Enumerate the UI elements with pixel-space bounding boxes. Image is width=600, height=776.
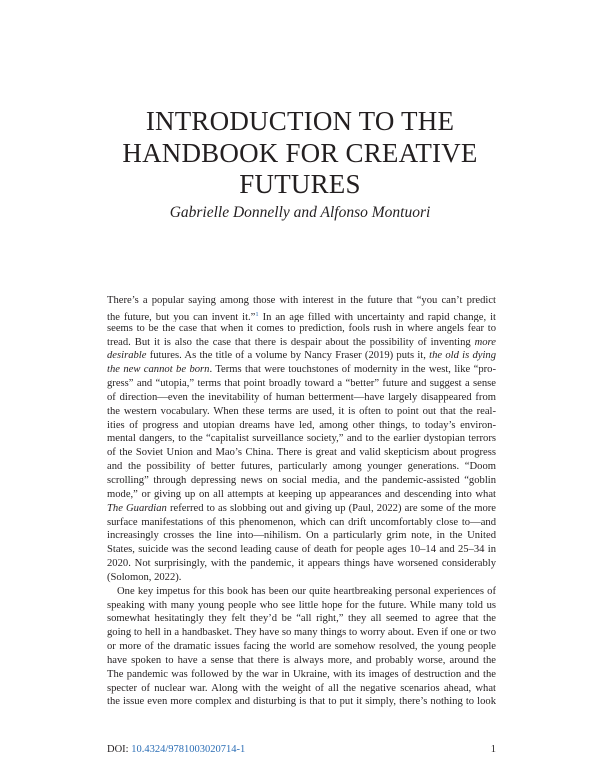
text-line: mental dangers, to the “capitalist surveillance society,” and to the earlier dystopian terrors [107,433,496,445]
text-line: surface manifestations of this phenomenon, which can drift uncomfortably close to—and [107,516,496,528]
doi [107,744,245,755]
text-line: of the Soviet Union and Mao’s China. There is great and valid skepticism about progress [107,447,496,459]
text-line: scrolling” through depressing news on social media, and the pandemic-assisted “goblin [107,474,496,486]
text-line: the future, but you can invent it.”$^1$ In an age filled with uncertainty and rapid change, it [107,310,496,322]
text-line: and the possibility of better futures, particularly among younger generations. “Doom [107,461,496,473]
text-line: ities of progress and utopian dreams have led, among other things, to today’s environ- [107,419,496,431]
text-line: seems to be the case that when it comes to prediction, fools rush in where angels fear to [107,322,496,334]
text-line: increasingly crosses the line into—nihilism. On a particularly grim note, in the United [107,530,496,542]
title-line-2: HANDBOOK FOR CREATIVE [122,137,478,168]
text-line: The pandemic was followed by the war in Ukraine, with its images of destruction and the [107,668,496,680]
text-line: (Solomon, 2022). [107,571,182,583]
text-line: the western vocabulary. When these terms are used, it is often to point out that the real- [107,405,496,417]
title-line-3: FUTURES [239,169,361,199]
footnote-link[interactable]: 1 [255,310,259,318]
text-line: the new cannot be born. Terms that were touchstones of modernity in the west, like “pro- [107,364,496,376]
title-line-1: INTRODUCTION TO THE [145,106,455,136]
text-line: mode,” or giving up on all attempts at keeping up appearances and descending into what [107,488,496,500]
text-line: speaking with many young people who see little hope for the future. While many told us [107,599,496,611]
body-text [107,294,496,709]
text-line: gress” and “utopia,” terms that point broadly toward a “better” future and suggest a sense [107,378,496,390]
chapter-authors: Gabrielle Donnelly and Alfonso Montuori [169,204,431,221]
text-line: States, suicide was the second leading cause of death for people ages 10–14 and 25–34 in [107,544,496,556]
text-line: the issue even more complex and disturbing is that to put it simply, there’s nothing to look [107,696,496,708]
doi-label: DOI: [107,744,132,755]
text-line: There’s a popular saying among those with interest in the future that “you can’t predict [107,295,496,306]
text-line: One key impetus for this book has been our quite heartbreaking personal experiences of [117,585,496,597]
text-line: 2020. Not surprisingly, with the pandemic, it appears things have worsened considerably [107,558,496,570]
chapter-title [0,106,600,201]
text-line: going to hell in a handbasket. They have so many things to worry about. Even if one or two [107,627,496,639]
text-line: of direction—even the inevitability of human betterment—have largely disappeared from [107,391,496,403]
text-line: or more of the dramatic issues facing the world are somehow resolved, the young people [107,641,496,653]
doi-link[interactable]: 10.4324/9781003020714-1 [131,744,246,755]
text-line: specter of nuclear war. Along with the weight of all the negative scenarios ahead, what [107,682,496,694]
text-line: somewhat hesitatingly they felt they’d be “all right,” they all seemed to agree that the [107,613,496,625]
page-footer [107,744,496,755]
text-line: desirable futures. As the title of a volume by Nancy Fraser (2019) puts it, the old is dying [107,350,496,362]
text-line: tread. But it is also the case that there is despair about the possibility of inventing more [107,336,496,348]
text-line: The Guardian referred to as slobbing out and giving up (Paul, 2022) are some of the more [107,502,496,514]
page-number: 1 [490,744,496,755]
text-line: have spoken to have a sense that there is always more, and probably worse, around the [107,654,496,666]
